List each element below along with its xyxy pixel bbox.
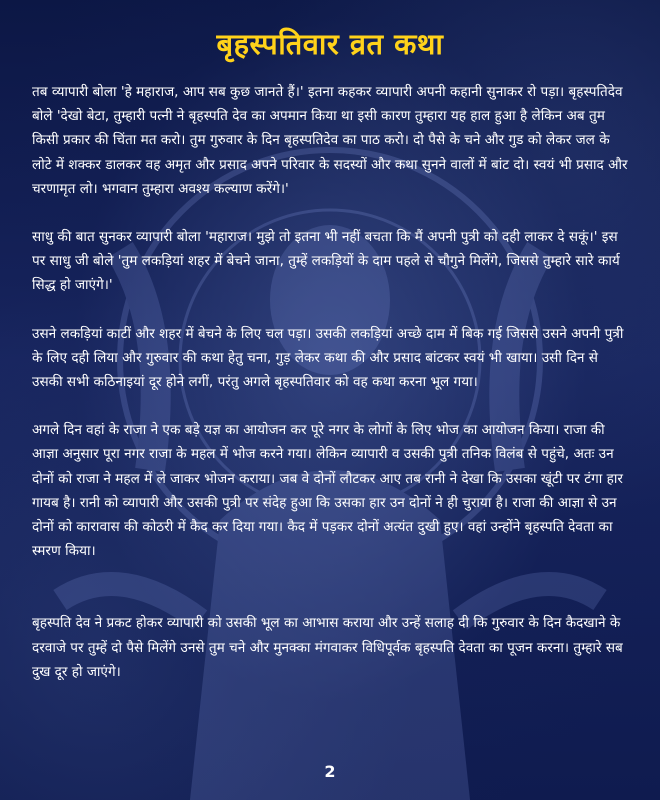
paragraph: उसने लकड़ियां काटीं और शहर में बेचने के लिए चल पड़ा। उसकी लकड़ियां अच्छे दाम में बिक गई जिससे उसने अपनी पुत्री के लिए दही लिया और गुरुवार की कथा हेतु चना, गुड़ लेकर कथा की और प्रसाद बांटकर स्वयं भी खाया। उसी दिन से उसकी सभी कठिनाइयां दूर होने लगीं, परंतु अगले बृहस्पतिवार को वह कथा करना भूल गया। [32,325,624,391]
page-title: बृहस्पतिवार व्रत कथा [216,27,444,61]
paragraph: तब व्यापारी बोला 'हे महाराज, आप सब कुछ जानते हैं।' इतना कहकर व्यापारी अपनी कहानी सुनाकर रो पड़ा। बृहस्पतिदेव बोले 'देखो बेटा, तुम्हारी पत्नी ने बृहस्पति देव का अपमान किया था इसी कारण तुम्हारा यह हाल हुआ है लेकिन अब तुम किसी प्रकार की चिंता मत करो। तुम गुरुवार के दिन बृहस्पतिदेव का पाठ करो। दो पैसे के चने और गुड को लेकर जल के लोटे में शक्कर डालकर वह अमृत और प्रसाद अपने परिवार के सदस्यों और कथा सुनने वालों में बांट दो। स्वयं भी प्रसाद और चरणामृत लो। भगवान तुम्हारा अवश्य कल्याण करेंगे।' [32,84,628,197]
story-content [32,80,632,684]
page-number: 2 [324,762,336,781]
paragraph: बृहस्पति देव ने प्रकट होकर व्यापारी को उसकी भूल का आभास कराया और उन्हें सलाह दी कि गुरुवार के दिन कैदखाने के दरवाजे पर तुम्हें दो पैसे मिलेंगे उनसे तुम चने और मुनक्का मंगवाकर विधिपूर्वक बृहस्पति देवता का पूजन करना। तुम्हारे सब दुख दूर हो जाएंगे। [32,615,623,680]
paragraph: अगले दिन वहां के राजा ने एक बड़े यज्ञ का आयोजन कर पूरे नगर के लोगों के लिए भोज का आयोजन किया। राजा की आज्ञा अनुसार पूरा नगर राजा के महल में भोज करने गया। लेकिन व्यापारी व उसकी पुत्री तनिक विलंब से पहुंचे, अतः उन दोनों को राजा ने महल में ले जाकर भोजन कराया। जब वे दोनों लौटकर आए तब रानी ने देखा कि उसका खूंटी पर टंगा हार गायब है। रानी को व्यापारी और उसकी पुत्री पर संदेह हुआ कि उसका हार उन दोनों ने ही चुराया है। राजा की आज्ञा से उन दोनों को कारावास की कोठरी में कैद कर दिया गया। कैद में पड़कर दोनों अत्यंत दुखी हुए। वहां उन्होंने बृहस्पति देवता का स्मरण किया। [32,422,623,560]
paragraph: साधु की बात सुनकर व्यापारी बोला 'महाराज। मुझे तो इतना भी नहीं बचता कि मैं अपनी पुत्री को दही लाकर दे सकूं।' इस पर साधु जी बोले 'तुम लकड़ियां शहर में बेचने जाना, तुम्हें लकड़ियों के दाम पहले से चौगुने मिलेंगे, जिससे तुम्हारे सारे कार्य सिद्ध हो जाएंगे।' [32,229,620,294]
